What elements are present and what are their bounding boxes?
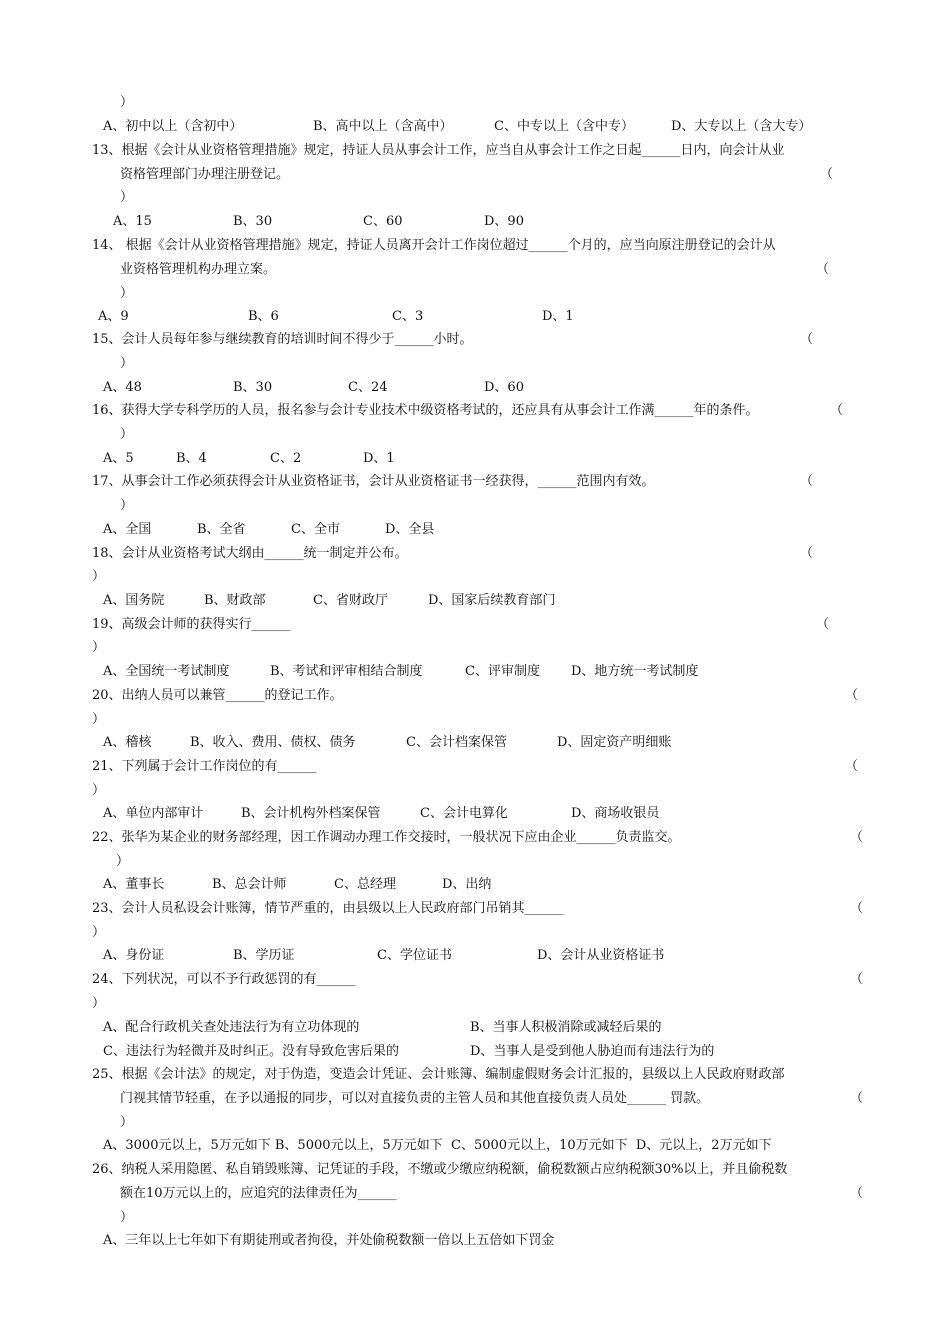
answer-paren-close: ） <box>92 712 106 727</box>
q25-stem-line2: 门视其情节轻重，在予以通报的同步，可以对直接负责的主管人员和其他直接负责人员处______ 罚款。 <box>120 1091 710 1106</box>
q14-option-b: B、6 <box>248 309 279 324</box>
answer-paren-open: （ <box>850 830 864 845</box>
q12-option-b: B、高中以上（含高中） <box>313 119 453 134</box>
q24-option-c: C、违法行为轻微并及时纠正。没有导致危害后果的 <box>103 1044 399 1059</box>
q15-option-b: B、30 <box>233 380 273 395</box>
q17-option-b: B、全省 <box>197 522 246 537</box>
answer-paren-open: （ <box>845 759 859 774</box>
q15-option-c: C、24 <box>348 380 388 395</box>
q14-stem-line1: 14、 根据《会计从业资格管理措施》规定，持证人员离开会计工作岗位超过______个月的，应当向原注册登记的会计从 <box>92 238 776 253</box>
q16-option-d: D、1 <box>363 451 395 466</box>
q18-option-c: C、省财政厅 <box>313 593 388 608</box>
q22-option-d: D、出纳 <box>442 877 492 892</box>
answer-paren-close: ） <box>120 190 134 205</box>
q25-stem-line1: 25、根据《会计法》的规定，对于伪造，变造会计凭证、会计账簿、编制虚假财务会计汇报的，县级以上人民政府财政部 <box>92 1067 785 1082</box>
q18-option-b: B、财政部 <box>204 593 266 608</box>
q19-option-c: C、评审制度 <box>465 664 540 679</box>
q13-stem-line2: 资格管理部门办理注册登记。 <box>120 167 290 182</box>
q19-option-d: D、地方统一考试制度 <box>571 664 699 679</box>
q18-option-d: D、国家后续教育部门 <box>428 593 556 608</box>
q14-option-c: C、3 <box>392 309 424 324</box>
answer-paren-close: ） <box>92 996 106 1011</box>
q15-option-a: A、48 <box>103 380 142 395</box>
q20-stem-line1: 20、出纳人员可以兼管______的登记工作。 <box>92 688 343 703</box>
q16-option-a: A、5 <box>103 451 134 466</box>
q23-option-d: D、会计从业资格证书 <box>537 948 665 963</box>
q22-option-c: C、总经理 <box>334 877 396 892</box>
q24-option-b: B、当事人积极消除或减轻后果的 <box>470 1020 662 1035</box>
answer-paren-open: （ <box>800 474 814 489</box>
q21-stem-line1: 21、下列属于会计工作岗位的有______ <box>92 759 317 774</box>
answer-paren-open: （ <box>850 1186 864 1201</box>
q12-option-a: A、初中以上（含初中） <box>103 119 243 134</box>
q21-option-a: A、单位内部审计 <box>103 806 204 821</box>
q24-option-d: D、当事人是受到他人胁迫而有违法行为的 <box>470 1044 715 1059</box>
q19-stem-line1: 19、高级会计师的获得实行______ <box>92 617 291 632</box>
q18-stem-line1: 18、会计从业资格考试大纲由______统一制定并公布。 <box>92 546 408 561</box>
answer-paren-open: （ <box>820 167 834 182</box>
q14-option-a: A、9 <box>98 309 129 324</box>
answer-paren-close: ） <box>120 1210 134 1225</box>
answer-paren-close: ） <box>120 356 134 371</box>
q17-option-d: D、全县 <box>385 522 435 537</box>
answer-paren-open: （ <box>816 262 830 277</box>
answer-paren-close: ） <box>120 427 134 442</box>
q12-option-c: C、中专以上（含中专） <box>494 119 634 134</box>
answer-paren-close: ） <box>92 569 106 584</box>
q16-option-b: B、4 <box>176 451 207 466</box>
q23-option-c: C、学位证书 <box>377 948 452 963</box>
answer-paren-close: ） <box>116 854 130 869</box>
answer-paren-open: （ <box>800 332 814 347</box>
answer-paren-close: ） <box>120 1115 134 1130</box>
q24-stem-line1: 24、下列状况，可以不予行政惩罚的有______ <box>92 972 356 987</box>
q20-option-a: A、稽核 <box>103 735 152 750</box>
q23-option-a: A、身份证 <box>103 948 165 963</box>
answer-paren-close: ） <box>120 498 134 513</box>
q16-stem-line1: 16、获得大学专科学历的人员，报名参与会计专业技术中级资格考试的，还应具有从事会计工作满______年的条件。 <box>92 403 759 418</box>
q13-option-a: A、15 <box>113 214 152 229</box>
answer-paren-close: ） <box>120 286 134 301</box>
q17-stem-line1: 17、从事会计工作必须获得会计从业资格证书，会计从业资格证书一经获得，______范围内有效。 <box>92 474 655 489</box>
answer-paren-close: ） <box>120 95 134 110</box>
q18-option-a: A、国务院 <box>103 593 165 608</box>
q20-option-b: B、收入、费用、债权、债务 <box>190 735 356 750</box>
q20-option-d: D、固定资产明细账 <box>557 735 672 750</box>
q26-stem-line1: 26、纳税人采用隐匿、私自销毁账簿、记凭证的手段，不缴或少缴应纳税额，偷税数额占应纳税额30%以上，并且偷税数 <box>92 1162 788 1177</box>
answer-paren-open: （ <box>816 617 830 632</box>
q22-option-b: B、总会计师 <box>212 877 287 892</box>
answer-paren-close: ） <box>92 925 106 940</box>
q21-option-d: D、商场收银员 <box>571 806 660 821</box>
q22-stem-line1: 22、张华为某企业的财务部经理，因工作调动办理工作交接时，一般状况下应由企业______负责监交。 <box>92 830 681 845</box>
answer-paren-open: （ <box>800 546 814 561</box>
answer-paren-open: （ <box>830 403 844 418</box>
q14-option-d: D、1 <box>542 309 574 324</box>
answer-paren-open: （ <box>850 901 864 916</box>
q21-option-c: C、会计电算化 <box>420 806 508 821</box>
q12-option-d: D、大专以上（含大专） <box>671 119 812 134</box>
q25-options-line: A、3000元以上，5万元如下 B、5000元以上，5万元如下 C、5000元以上，10万元如下 D、元以上，2万元如下 <box>103 1138 772 1153</box>
q15-option-d: D、60 <box>484 380 524 395</box>
answer-paren-close: ） <box>92 640 106 655</box>
q16-option-c: C、2 <box>270 451 302 466</box>
q26-option-a: A、三年以上七年如下有期徒刑或者拘役，并处偷税数额一倍以上五倍如下罚金 <box>103 1233 555 1248</box>
q20-option-c: C、会计档案保管 <box>406 735 507 750</box>
q23-stem-line1: 23、会计人员私设会计账簿，情节严重的，由县级以上人民政府部门吊销其______ <box>92 901 564 916</box>
q17-option-a: A、全国 <box>103 522 152 537</box>
q17-option-c: C、全市 <box>291 522 340 537</box>
q22-option-a: A、董事长 <box>103 877 165 892</box>
q13-option-b: B、30 <box>233 214 273 229</box>
q19-option-a: A、全国统一考试制度 <box>103 664 230 679</box>
answer-paren-open: （ <box>850 972 864 987</box>
answer-paren-open: （ <box>845 688 859 703</box>
q14-stem-line2: 业资格管理机构办理立案。 <box>120 262 277 277</box>
q26-stem-line2: 额在10万元以上的，应追究的法律责任为______ <box>120 1186 397 1201</box>
answer-paren-close: ） <box>92 783 106 798</box>
q13-option-c: C、60 <box>363 214 403 229</box>
q23-option-b: B、学历证 <box>233 948 295 963</box>
q15-stem-line1: 15、会计人员每年参与继续教育的培训时间不得少于______小时。 <box>92 332 473 347</box>
q13-option-d: D、90 <box>484 214 524 229</box>
q13-stem-line1: 13、根据《会计从业资格管理措施》规定，持证人员从事会计工作，应当自从事会计工作之日起______日内，向会计从业 <box>92 143 785 158</box>
q21-option-b: B、会计机构外档案保管 <box>241 806 381 821</box>
q24-option-a: A、配合行政机关查处违法行为有立功体现的 <box>103 1020 360 1035</box>
q19-option-b: B、考试和评审相结合制度 <box>270 664 423 679</box>
answer-paren-open: （ <box>850 1091 864 1106</box>
